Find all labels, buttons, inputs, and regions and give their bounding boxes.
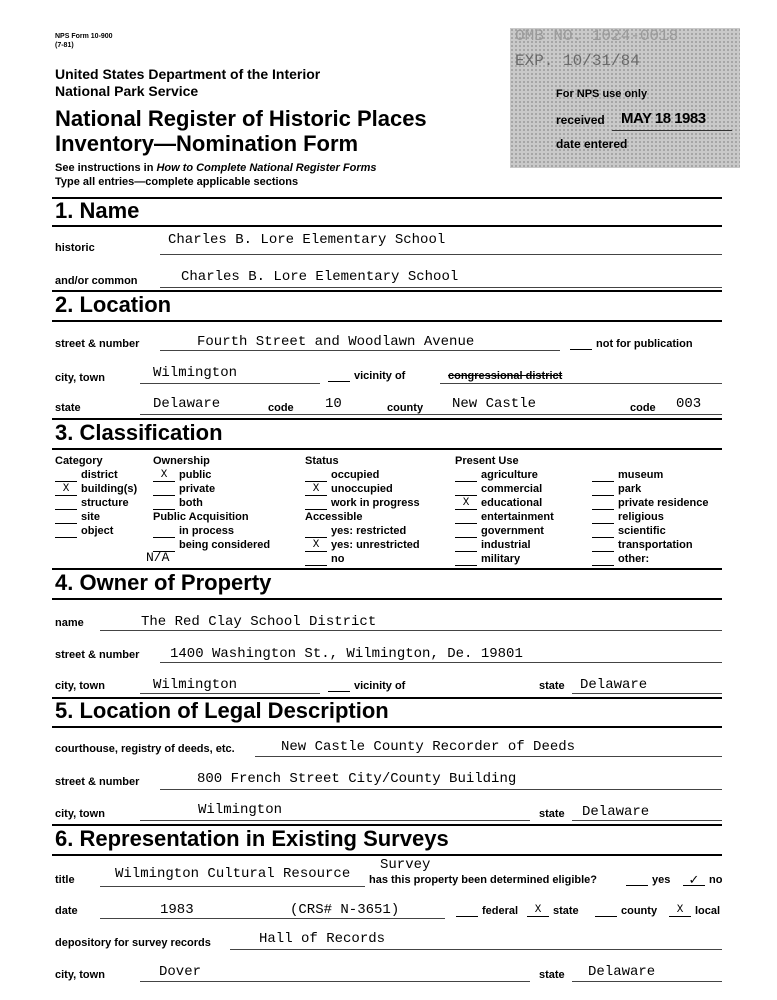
vicinity-box[interactable] — [328, 370, 350, 382]
use-transportation[interactable]: transportation — [592, 538, 709, 552]
status-title: Status — [305, 455, 339, 467]
survey-federal[interactable]: federal — [456, 905, 518, 917]
owner-city-label: city, town — [55, 680, 105, 692]
ownership-both[interactable]: both — [153, 496, 270, 510]
field-line — [100, 630, 722, 631]
survey-local[interactable]: X local — [669, 905, 720, 917]
use-private-residence[interactable]: private residence — [592, 496, 709, 510]
omb-number: OMB NO. 1024-0018 — [515, 27, 679, 45]
owner-name-label: name — [55, 617, 84, 629]
category-district[interactable]: district — [55, 468, 137, 482]
date-entered-label: date entered — [556, 137, 628, 151]
form-title-line2: Inventory—Nomination Form — [55, 131, 359, 156]
eligible-question: has this property been determined eligible? — [369, 874, 597, 886]
present-use-column-2 — [592, 468, 709, 566]
use-educational[interactable]: X educational — [455, 496, 554, 510]
received-line — [612, 130, 732, 131]
expiration-date: EXP. 10/31/84 — [515, 52, 640, 70]
state-label: state — [55, 402, 81, 414]
state-code: 10 — [325, 396, 342, 412]
present-use-title: Present Use — [455, 455, 519, 467]
eligible-no[interactable]: ✓ no — [683, 874, 722, 886]
depository-city-label: city, town — [55, 969, 105, 981]
service-name: National Park Service — [55, 83, 199, 99]
field-line — [160, 287, 722, 288]
use-industrial[interactable]: industrial — [455, 538, 554, 552]
field-line — [572, 693, 722, 694]
ownership-column — [153, 454, 270, 552]
use-museum[interactable]: museum — [592, 468, 709, 482]
owner-name: The Red Clay School District — [141, 614, 377, 630]
depository-name: Hall of Records — [259, 931, 386, 947]
nps-use-label: For NPS use only — [556, 88, 648, 100]
field-line — [140, 820, 530, 821]
section-2-heading: 2. Location — [55, 292, 172, 317]
use-scientific[interactable]: scientific — [592, 524, 709, 538]
courthouse-name: New Castle County Recorder of Deeds — [281, 739, 576, 755]
section-6-heading: 6. Representation in Existing Surveys — [55, 826, 449, 851]
accessible-unrestricted[interactable]: X yes: unrestricted — [305, 538, 420, 552]
status-unoccupied[interactable]: X unoccupied — [305, 482, 420, 496]
ownership-title: Ownership — [153, 455, 210, 467]
field-line — [140, 981, 530, 982]
section-3-heading: 3. Classification — [55, 420, 223, 445]
instructions-line1: See instructions in How to Complete National Register Forms — [55, 162, 377, 174]
status-occupied[interactable]: occupied — [305, 468, 420, 482]
survey-title-survey: Survey — [380, 857, 431, 873]
ownership-public[interactable]: X public — [153, 468, 270, 482]
accessible-no[interactable]: no — [305, 552, 420, 566]
legal-state-label: state — [539, 808, 565, 820]
received-stamp: MAY 18 1983 — [621, 110, 706, 127]
section-rule — [52, 726, 722, 728]
field-line — [140, 414, 722, 415]
acquisition-title: Public Acquisition — [153, 511, 249, 523]
legal-city-label: city, town — [55, 808, 105, 820]
survey-date: 1983 — [160, 902, 194, 918]
county-label: county — [387, 402, 424, 414]
use-park[interactable]: park — [592, 482, 709, 496]
form-number: NPS Form 10-900 — [55, 33, 113, 40]
legal-state: Delaware — [582, 804, 650, 820]
use-other[interactable]: other: — [592, 552, 709, 566]
depository-state: Delaware — [588, 964, 656, 980]
acquisition-being-considered[interactable]: being considered — [153, 538, 270, 552]
section-1-heading: 1. Name — [55, 198, 140, 223]
use-religious[interactable]: religious — [592, 510, 709, 524]
field-line — [160, 254, 722, 255]
survey-title-label: title — [55, 874, 75, 886]
common-name-label: and/or common — [55, 275, 138, 287]
present-use-column — [455, 454, 554, 566]
field-line — [572, 981, 722, 982]
use-military[interactable]: military — [455, 552, 554, 566]
owner-street: 1400 Washington St., Wilmington, De. 19801 — [170, 646, 523, 662]
field-line — [440, 383, 722, 384]
category-column — [55, 454, 137, 538]
section-4-heading: 4. Owner of Property — [55, 570, 272, 595]
field-line — [100, 886, 365, 887]
field-line — [160, 350, 560, 351]
county-name: New Castle — [452, 396, 537, 412]
eligible-yes[interactable]: yes — [626, 874, 670, 886]
vicinity-of: vicinity of — [328, 370, 405, 382]
owner-vicinity-box[interactable] — [328, 680, 350, 692]
common-name: Charles B. Lore Elementary School — [181, 269, 459, 285]
legal-street-label: street & number — [55, 776, 140, 788]
use-agriculture[interactable]: agriculture — [455, 468, 554, 482]
street-address: Fourth Street and Woodlawn Avenue — [197, 334, 475, 350]
not-for-publication-box[interactable] — [570, 338, 592, 350]
category-buildings[interactable]: X building(s) — [55, 482, 137, 496]
accessible-title: Accessible — [305, 511, 363, 523]
legal-city: Wilmington — [198, 802, 283, 818]
status-column — [305, 454, 420, 566]
form-revision: (7-81) — [55, 42, 74, 49]
use-government[interactable]: government — [455, 524, 554, 538]
depository-city: Dover — [159, 964, 202, 980]
instructions-line2: Type all entries—complete applicable sections — [55, 176, 299, 188]
field-line — [230, 949, 722, 950]
city-label: city, town — [55, 372, 105, 384]
survey-date-label: date — [55, 905, 78, 917]
depository-state-label: state — [539, 969, 565, 981]
section-rule — [52, 598, 722, 600]
category-structure[interactable]: structure — [55, 496, 137, 510]
owner-vicinity: vicinity of — [328, 680, 405, 692]
county-code-label: code — [630, 402, 656, 414]
field-line — [140, 383, 320, 384]
survey-county[interactable]: county — [595, 905, 657, 917]
survey-crs-number: (CRS# N-3651) — [290, 902, 400, 918]
field-line — [160, 662, 722, 663]
section-rule — [52, 320, 722, 322]
historic-name: Charles B. Lore Elementary School — [168, 232, 446, 248]
depository-label: depository for survey records — [55, 937, 211, 949]
street-label: street & number — [55, 338, 140, 350]
code-label: code — [268, 402, 294, 414]
state-name: Delaware — [153, 396, 221, 412]
survey-title: Wilmington Cultural Resource — [115, 866, 351, 882]
owner-street-label: street & number — [55, 649, 140, 661]
acquisition-in-process[interactable]: in process — [153, 524, 270, 538]
not-for-publication: not for publication — [570, 338, 693, 350]
section-rule — [52, 197, 722, 199]
survey-state[interactable]: X state — [527, 905, 579, 917]
category-title: Category — [55, 455, 103, 467]
owner-city: Wilmington — [153, 677, 238, 693]
acquisition-na: N/A — [146, 550, 170, 565]
use-entertainment[interactable]: entertainment — [455, 510, 554, 524]
courthouse-label: courthouse, registry of deeds, etc. — [55, 743, 235, 755]
department-name: United States Department of the Interior — [55, 66, 321, 82]
congressional-district-struck: congressional district — [448, 370, 563, 382]
category-site[interactable]: site — [55, 510, 137, 524]
section-5-heading: 5. Location of Legal Description — [55, 698, 389, 723]
ownership-private[interactable]: private — [153, 482, 270, 496]
use-commercial[interactable]: commercial — [455, 482, 554, 496]
field-line — [572, 820, 722, 821]
form-title-line1: National Register of Historic Places — [55, 106, 427, 131]
accessible-restricted[interactable]: yes: restricted — [305, 524, 420, 538]
field-line — [255, 756, 722, 757]
historic-label: historic — [55, 242, 95, 254]
section-rule — [52, 854, 722, 856]
section-rule — [52, 448, 722, 450]
field-line — [160, 789, 722, 790]
section-rule — [52, 225, 722, 227]
legal-street: 800 French Street City/County Building — [197, 771, 517, 787]
field-line — [100, 918, 445, 919]
field-line — [140, 693, 320, 694]
city-name: Wilmington — [153, 365, 238, 381]
received-label: received — [556, 113, 605, 127]
owner-state: Delaware — [580, 677, 648, 693]
status-work-in-progress[interactable]: work in progress — [305, 496, 420, 510]
county-code: 003 — [676, 396, 702, 412]
owner-state-label: state — [539, 680, 565, 692]
category-object[interactable]: object — [55, 524, 137, 538]
